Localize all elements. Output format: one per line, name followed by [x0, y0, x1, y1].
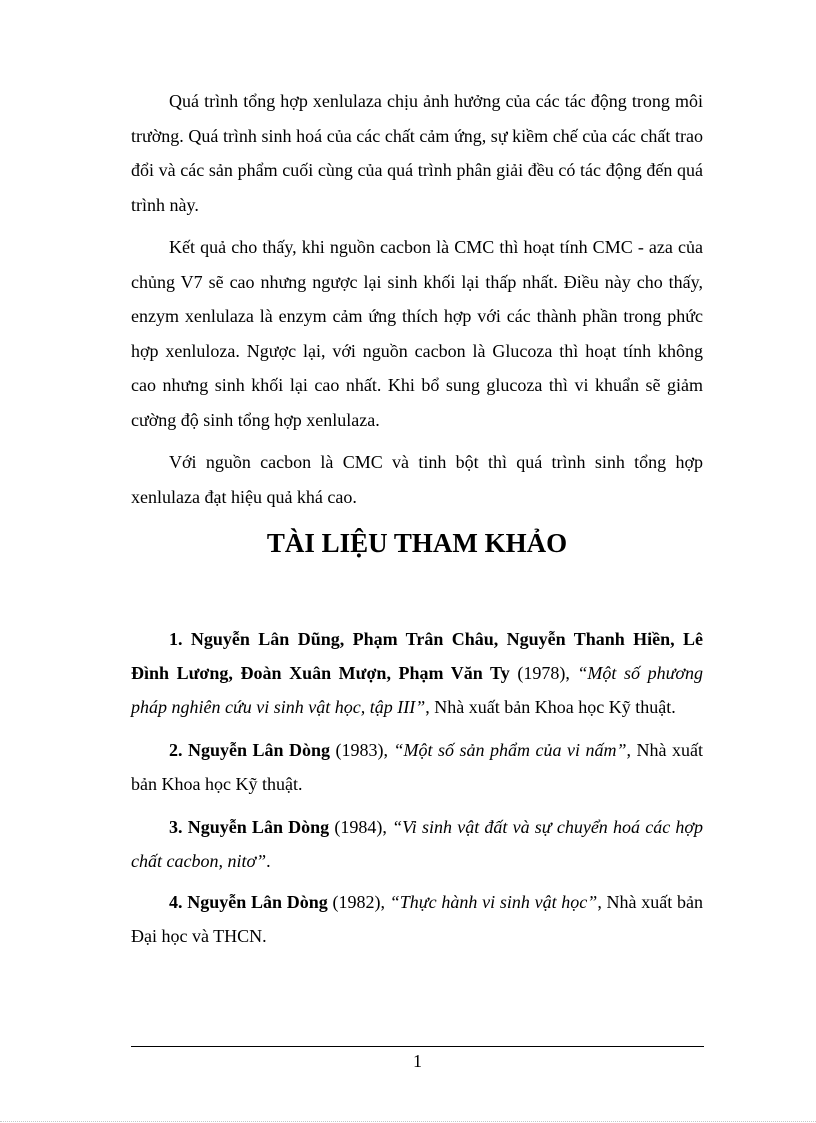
reference-item-4 [131, 885, 703, 953]
reference-number: 4. [169, 892, 183, 912]
reference-item-2 [131, 733, 703, 801]
reference-authors: Nguyễn Lân Dòng [187, 817, 330, 837]
footer-divider [131, 1046, 704, 1047]
reference-year: (1982), [332, 892, 386, 912]
body-paragraph-1: Quá trình tổng hợp xenlulaza chịu ảnh hưởng của các tác động trong môi trường. Quá trình sinh hoá của các chất cảm ứng, sự kiềm chế của các chất trao đổi và các sản phẩm cuối cùng của quá trình phân giải đều có tác động đến quá trình này. [131, 91, 703, 215]
reference-publisher: , Nhà xuất bản Khoa học Kỹ thuật. [131, 740, 703, 794]
reference-title: “Một số phương pháp nghiên cứu vi sinh vật học, tập III” [131, 663, 704, 717]
body-paragraph-3: Với nguồn cacbon là CMC và tinh bột thì quá trình sinh tổng hợp xenlulaza đạt hiệu quả khá cao. [131, 452, 703, 507]
reference-authors: Nguyễn Lân Dòng [187, 892, 328, 912]
reference-authors: Nguyễn Lân Dũng, Phạm Trân Châu, Nguyễn Thanh Hiền, Lê Đình Lương, Đoàn Xuân Mượn, Phạm Văn Ty [131, 629, 703, 683]
reference-year: (1978), [517, 663, 570, 683]
reference-authors: Nguyễn Lân Dòng [188, 740, 331, 760]
body-paragraph-2: Kết quả cho thấy, khi nguồn cacbon là CMC thì hoạt tính CMC - aza của chủng V7 sẽ cao nhưng ngược lại sinh khối lại thấp nhất. Điều này cho thấy, enzym xenlulaza là enzym cảm ứng thích hợp với các thành phần trong phức hợp xenluloza. Ngược lại, với nguồn cacbon là Glucoza thì hoạt tính không cao nhưng sinh khối lại cao nhất. Khi bổ sung glucoza thì vi khuẩn sẽ giảm cường độ sinh tổng hợp xenlulaza. [131, 237, 703, 430]
page-bottom-edge [0, 1121, 816, 1122]
references-heading: TÀI LIỆU THAM KHẢO [266, 528, 568, 558]
reference-number: 2. [169, 740, 183, 760]
reference-number: 1. [169, 629, 183, 649]
page-number: 1 [413, 1051, 422, 1071]
reference-title: “Thực hành vi sinh vật học” [389, 892, 598, 912]
reference-publisher: , Nhà xuất bản Đại học và THCN. [131, 892, 704, 946]
reference-item-1 [131, 622, 703, 724]
reference-publisher: , Nhà xuất bản Khoa học Kỹ thuật. [425, 697, 676, 717]
reference-title: “Một số sản phẩm của vi nấm” [393, 740, 627, 760]
reference-year: (1983), [335, 740, 389, 760]
reference-title: “Vi sinh vật đất và sự chuyển hoá các hợp chất cacbon, nitơ” [131, 817, 704, 871]
reference-number: 3. [169, 817, 183, 837]
reference-publisher: . [266, 851, 271, 871]
reference-item-3 [131, 810, 703, 878]
reference-year: (1984), [334, 817, 387, 837]
